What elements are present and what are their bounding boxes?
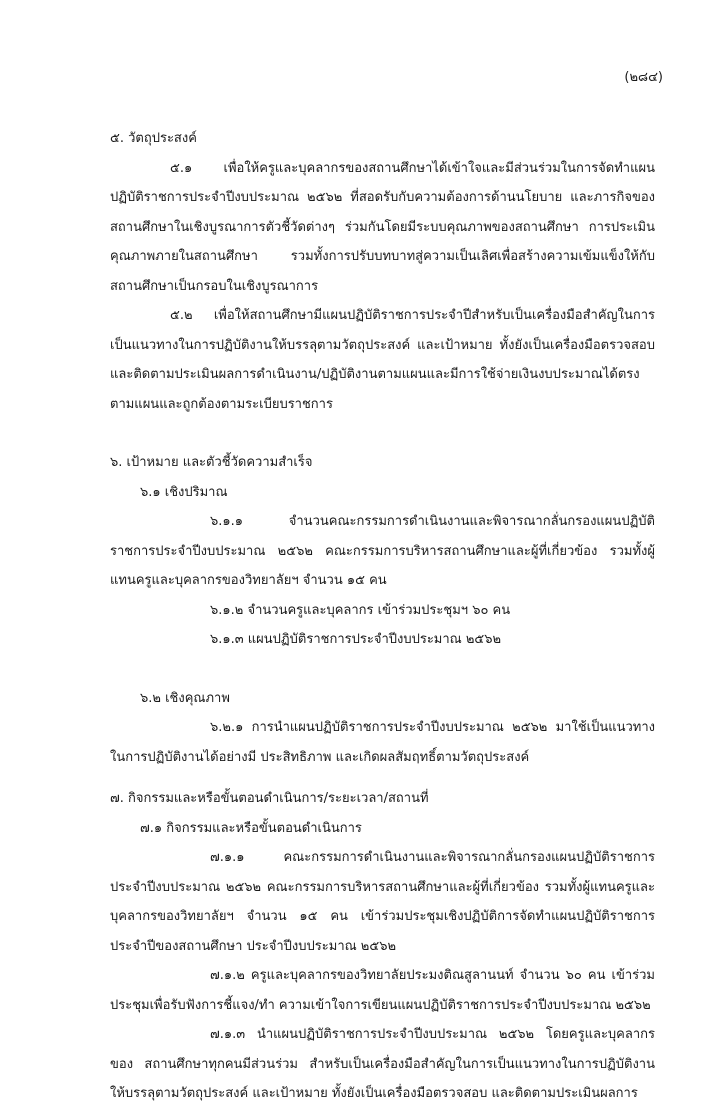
section-7-1-heading: ๗.๑ กิจกรรมและหรือขั้นตอนดำเนินการ (140, 820, 362, 836)
item-6-2-1: ๖.๒.๑ การนำแผนปฏิบัติราชการประจำปีงบประมาณ ๒๕๖๒ มาใช้เป็นแนวทางในการปฏิบัติงานได้อย่างมี ประสิทธิภาพ และเกิดผลสัมฤทธิ์ตามวัตถุประสงค์ (110, 720, 655, 765)
section-5-2-paragraph: ๕.๒ เพื่อให้สถานศึกษามีแผนปฏิบัติราชการประจำปีสำหรับเป็นเครื่องมือสำคัญในการเป็นแนวทางในการปฏิบัติงานให้บรรลุตามวัตถุประสงค์ และเป้าหมาย ทั้งยังเป็นเครื่องมือตรวจสอบ และติดตามประเมินผลการดำเนินงาน/ปฏิบัติงานตามแผนและมีการใช้จ่ายเงินงบประมาณได้ตรงตามแผนและถูกต้องตามระเบียบราชการ (110, 308, 655, 412)
document-body (110, 124, 655, 1109)
item-6-1-2: ๖.๑.๒ จำนวนครูและบุคลากร เข้าร่วมประชุมฯ ๖๐ คน (210, 602, 511, 618)
section-6-1-heading: ๖.๑ เชิงปริมาณ (140, 484, 228, 500)
section-6-heading: ๖. เป้าหมาย และตัวชี้วัดความสำเร็จ (110, 455, 313, 470)
section-7-heading: ๗. กิจกรรมและหรือขั้นตอนดำเนินการ/ระยะเวลา/สถานที่ (110, 791, 429, 806)
item-6-1-3: ๖.๑.๓ แผนปฏิบัติราชการประจำปีงบประมาณ ๒๕๖๒ (210, 632, 502, 647)
page-number: (๒๘๔) (624, 70, 663, 85)
item-7-1-3: ๗.๑.๓ นำแผนปฏิบัติราชการประจำปีงบประมาณ ๒๕๖๒ โดยครูและบุคลากรของ สถานศึกษาทุกคนมีส่วนร่วม สำหรับเป็นเครื่องมือสำคัญในการเป็นแนวทางในการปฏิบัติงานให้บรรลุตามวัตถุประสงค์ และเป้าหมาย ทั้งยังเป็นเครื่องมือตรวจสอบ และติดตามประเมินผลการ (110, 1027, 655, 1101)
section-5-heading: ๕. วัตถุประสงค์ (110, 131, 197, 146)
item-6-1-1: ๖.๑.๑ จำนวนคณะกรรมการดำเนินงานและพิจารณากลั่นกรองแผนปฏิบัติราชการประจำปีงบประมาณ ๒๕๖๒ คณะกรรมการบริหารสถานศึกษาและผู้ที่เกี่ยวข้อง รวมทั้งผู้แทนครูและบุคลากรของวิทยาลัยฯ จำนวน ๑๕ คน (110, 514, 655, 588)
item-7-1-1: ๗.๑.๑ คณะกรรมการดำเนินงานและพิจารณากลั่นกรองแผนปฏิบัติราชการประจำปีงบประมาณ ๒๕๖๒ คณะกรรมการบริหารสถานศึกษาและผู้ที่เกี่ยวข้อง รวมทั้งผู้แทนครูและบุคลากรของวิทยาลัยฯ จำนวน ๑๕ คน เข้าร่วมประชุมเชิงปฏิบัติการจัดทำแผนปฏิบัติราชการประจำปีของสถานศึกษา ประจำปีงบประมาณ ๒๕๖๒ (110, 850, 655, 954)
section-5-1-paragraph: ๕.๑ เพื่อให้ครูและบุคลากรของสถานศึกษาได้เข้าใจและมีส่วนร่วมในการจัดทำแผนปฏิบัติราชการประจำปีงบประมาณ ๒๕๖๒ ที่สอดรับกับความต้องการด้านนโยบาย และภารกิจของสถานศึกษาในเชิงบูรณาการตัวชี้วัดต่างๆ ร่วมกันโดยมีระบบคุณภาพของสถานศึกษา การประเมินคุณภาพภายในสถานศึกษา รวมทั้งการปรับบทบาทสู่ความเป็นเลิศเพื่อสร้างความเข้มแข็งให้กับสถานศึกษาเป็นกรอบในเชิงบูรณาการ (110, 160, 655, 294)
item-7-1-2: ๗.๑.๒ ครูและบุคลากรของวิทยาลัยประมงติณสูลานนท์ จำนวน ๖๐ คน เข้าร่วมประชุมเพื่อรับฟังการชี้แจง/ทำ ความเข้าใจการเขียนแผนปฏิบัติราชการประจำปีงบประมาณ ๒๕๖๒ (110, 968, 655, 1013)
section-6-2-heading: ๖.๒ เชิงคุณภาพ (140, 690, 230, 706)
